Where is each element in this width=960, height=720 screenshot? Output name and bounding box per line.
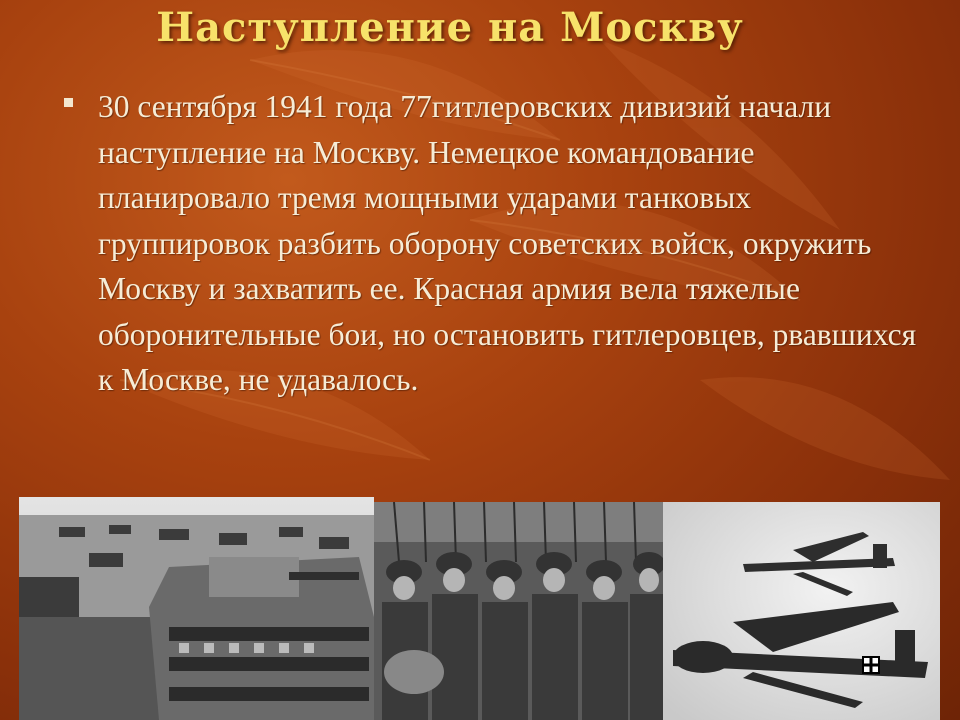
tank-column-photo xyxy=(19,497,374,720)
marching-soldiers-photo xyxy=(374,502,664,720)
bullet-square-icon xyxy=(64,98,73,107)
bomber-aircraft-photo xyxy=(663,502,940,720)
slide-paragraph: 30 сентября 1941 года 77гитлеровских дивизий начали наступление на Москву. Немецкое командование планировало тремя мощными ударами танковых группировок разбить оборону советских войск, окружить Москву и захватить ее. Красная армия вела тяжелые оборонительные бои, но остановить гитлеровцев, рвавшихся к Москве, не удавалось. xyxy=(98,89,917,397)
slide-title: Наступление на Москву xyxy=(156,4,744,51)
